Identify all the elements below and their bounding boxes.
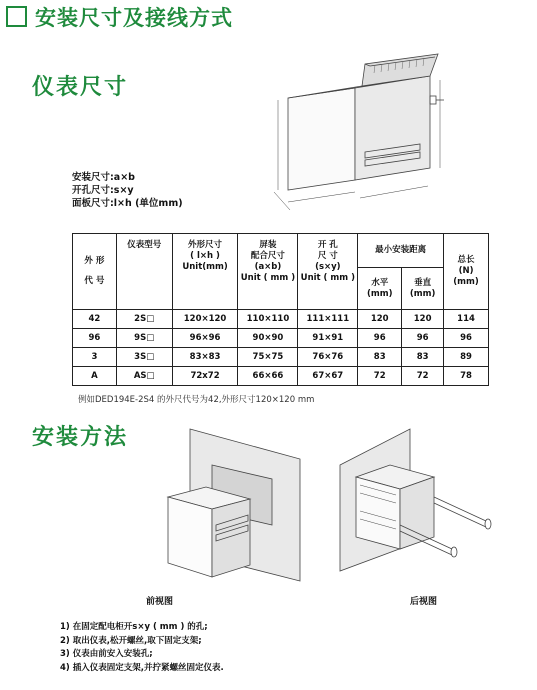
spec-line: 面板尺寸:l×h (单位mm) bbox=[72, 198, 183, 209]
list-item: 2) 取出仪表,松开螺丝,取下固定支架; bbox=[60, 635, 202, 646]
section-heading-install: 安装方法 bbox=[32, 425, 129, 450]
checkbox-square-icon bbox=[6, 6, 27, 27]
meter-isometric-drawing bbox=[270, 40, 470, 220]
list-item: 4) 插入仪表固定支架,并拧紧螺丝固定仪表. bbox=[60, 662, 224, 673]
table-row: 96 9S□ 96×96 90×90 91×91 96 96 96 bbox=[73, 329, 489, 348]
page-title: 安装尺寸及接线方式 bbox=[6, 2, 233, 32]
header-code: 外 形 代 号 bbox=[73, 234, 117, 310]
header-vertical: 垂直 (mm) bbox=[402, 268, 444, 310]
front-view-caption: 前视图 bbox=[146, 597, 174, 607]
rear-view-drawing bbox=[330, 425, 500, 585]
install-specs bbox=[72, 171, 183, 210]
header-length: 总长 (N) (mm) bbox=[444, 234, 489, 310]
section-heading-dimensions: 仪表尺寸 bbox=[32, 75, 129, 100]
spec-line: 开孔尺寸:s×y bbox=[72, 185, 134, 196]
header-outer-size: 外形尺寸 ( l×h ) Unit(mm) bbox=[172, 234, 238, 310]
header-hole-size: 开 孔 尺 寸 (s×y) Unit ( mm ) bbox=[298, 234, 358, 310]
header-screen-size: 屏装 配合尺寸 (a×b) Unit ( mm ) bbox=[238, 234, 298, 310]
table-row: 42 2S□ 120×120 110×110 111×111 120 120 114 bbox=[73, 310, 489, 329]
header-min-space: 最小安装距离 bbox=[358, 234, 444, 268]
table-row: A AS□ 72x72 66×66 67×67 72 72 78 bbox=[73, 367, 489, 386]
list-item: 3) 仪表由前安入安装孔; bbox=[60, 649, 153, 659]
header-horizontal: 水平 (mm) bbox=[358, 268, 402, 310]
header-model: 仪表型号 bbox=[116, 234, 172, 310]
spec-line: 安装尺寸:a×b bbox=[72, 172, 135, 183]
table-row: 3 3S□ 83×83 75×75 76×76 83 83 89 bbox=[73, 348, 489, 367]
list-item: 1) 在固定配电柜开s×y ( mm ) 的孔; bbox=[60, 622, 208, 632]
rear-view-caption: 后视图 bbox=[410, 597, 438, 607]
front-view-drawing bbox=[150, 425, 310, 585]
install-steps bbox=[60, 621, 224, 675]
example-note: 例如DED194E-2S4 的外尺代号为42,外形尺寸120×120 mm bbox=[78, 395, 315, 405]
dimension-table bbox=[72, 233, 489, 386]
